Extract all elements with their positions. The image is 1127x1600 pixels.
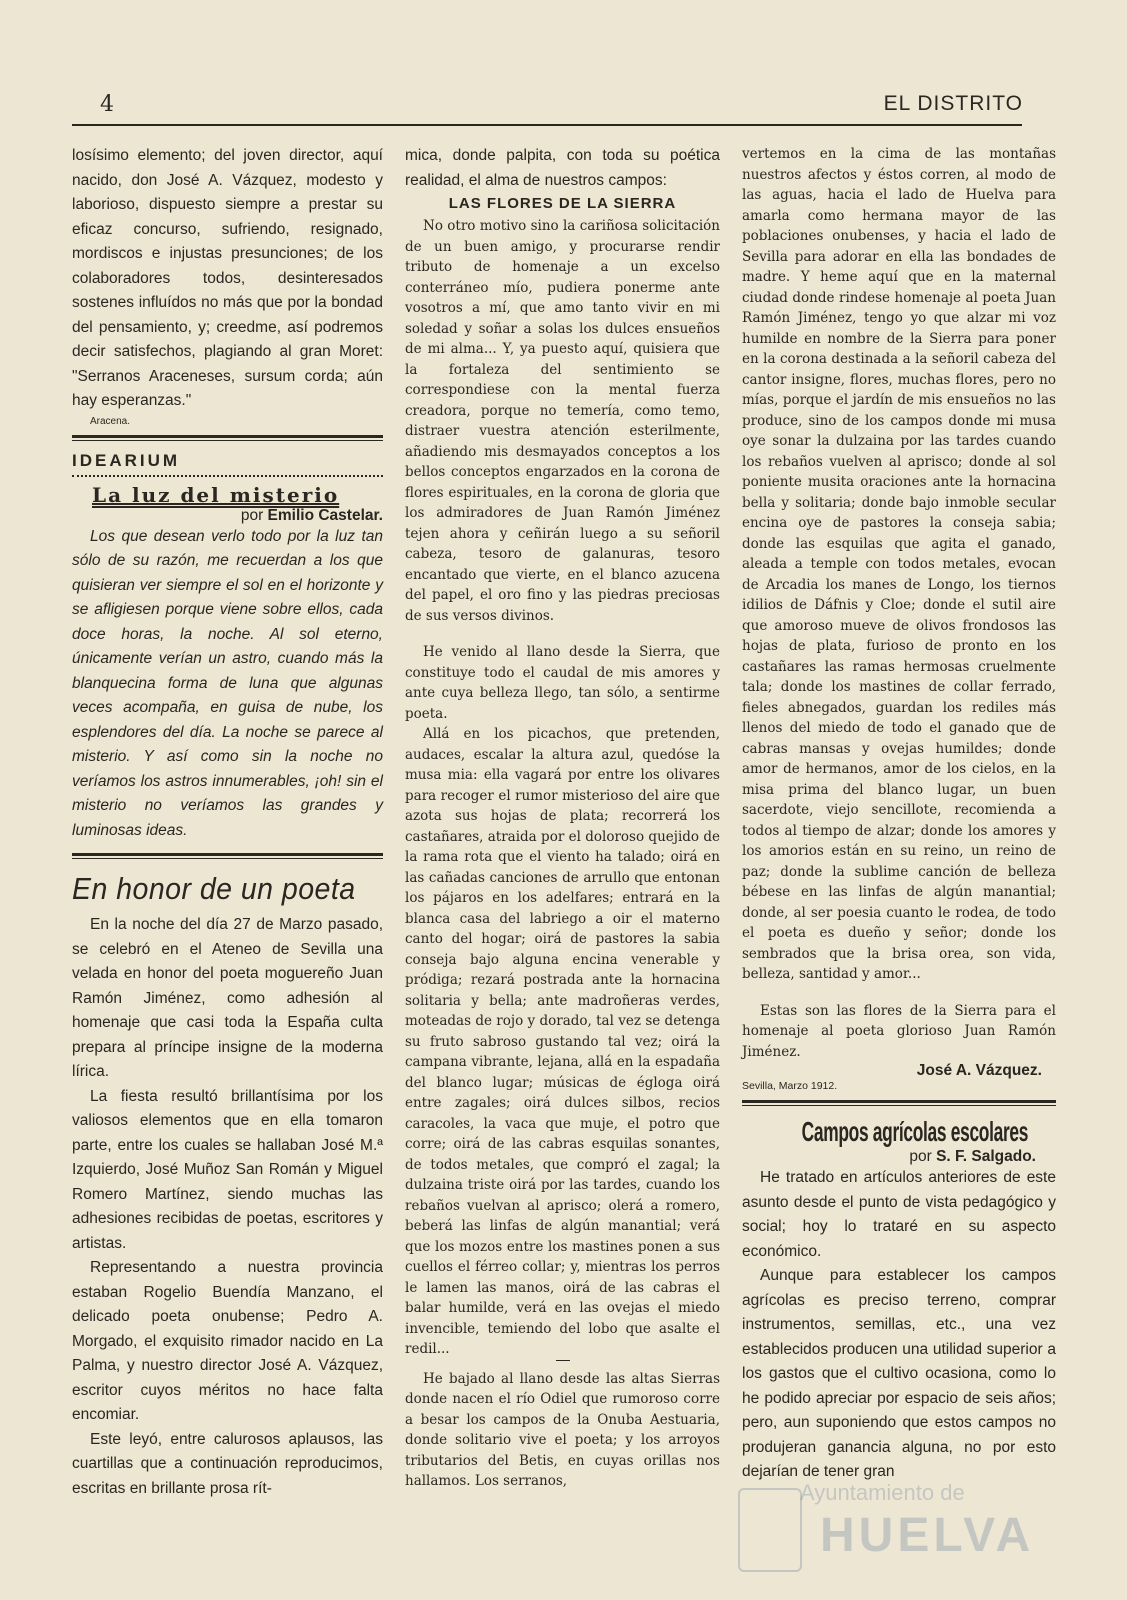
byline-author: Emilio Castelar. — [267, 506, 383, 524]
paragraph-gap — [405, 626, 720, 642]
idearium-byline — [72, 507, 383, 525]
paragraph-gap — [742, 985, 1056, 1001]
honor-paragraph: Este leyó, entre calurosos aplausos, las cuartillas que a continuación reproducimos, escritas en brillante prosa rít- — [72, 1430, 383, 1497]
flores-paragraph: No otro motivo sino la cariñosa solicitación de un buen amigo, y procurarse rendir tributo de homenaje a un excelso conterráneo mío, pudiera ponerme ante vosotros a mí, que amo tanto vivir en mi soledad y soñar a solas los dulces ensueños de mi alma... Y, ya puesto aquí, quisiera que la fortaleza del sentimiento se correspondiese con la mental fuerza creadora, porque no temería, como temo, distraer vuestra atención esterilmente, añadiendo mis desmayados conceptos a los bellos conceptos engarzados en la corona de flores espirituales, en la corona de gloria que los admiradores de Juan Ramón Jiménez tejen ahora y ceñirán luego a su señoril cabeza, tesoro de galanuras, tesoro encantado que vierte, en el blanco azucena del papel, el oro fino y las piedras preciosas de sus versos divinos. — [405, 218, 720, 624]
flores-paragraph: He bajado al llano desde las altas Sierras donde nacen el río Odiel que rumoroso corre a besar los campos de la Onuba Aestuaria, donde solitario vive el poeta; y los arroyos tributarios del Betis, en cuyas orillas nos hallamos. Los serranos, — [405, 1370, 720, 1489]
column-2 — [405, 144, 720, 1492]
page-number: 4 — [100, 92, 114, 117]
dateline: Sevilla, Marzo 1912. — [742, 1080, 838, 1092]
honor-paragraph: En la noche del día 27 de Marzo pasado, se celebró en el Ateneo de Sevilla una velada en honor del poeta moguereño Juan Ramón Jiménez, como adhesión al homenaje que casi toda la España culta prepara al príncipe insigne de la moderna lírica. — [72, 916, 383, 1080]
campos-title: Campos agrícolas escolares — [801, 1116, 1029, 1147]
column-3 — [742, 144, 1056, 1485]
honor-title: En honor de un poeta — [72, 871, 356, 906]
honor-paragraph: Representando a nuestra provincia estaban Rogelio Buendía Manzano, el delicado poeta onubense; Pedro A. Morgado, el exquisito rimador nacido en La Palma, y nuestro director José A. Vázquez, escritor cuyos méritos no hace falta encomiar. — [72, 1259, 383, 1423]
short-separator — [556, 1360, 570, 1361]
intro-place: Aracena. — [90, 415, 131, 427]
idearium-body: Los que desean verlo todo por la luz tan sólo de su razón, me recuerdan a los que quisieran ver siempre el sol en el horizonte y se afligiesen porque viene sobre ellos, cada doce horas, la noche. Al sol eterno, únicamente verían un astro, cuando más la blanquecina forma de luna que algunas veces acompaña, en guisa de nube, los esplendores del día. La noche se parece al misterio. Y así como sin la noche no veríamos los astros innumerables, ¡oh! sin el misterio no veríamos las grandes y luminosas ideas. — [72, 527, 383, 839]
flores-closing: Estas son las flores de la Sierra para el homenaje al poeta glorioso Juan Ramón Jiménez. — [742, 1002, 1056, 1060]
flores-continued: vertemos en la cima de las montañas nuestros afectos y éstos corren, al modo de las aguas, hacia el lado de Huelva para amarla como hermana mayor de las poblaciones onubenses, y hacia el lado de Sevilla para adorar en ella las bondades de madre. Y heme aquí que en la maternal ciudad donde rindese homenaje al poeta Juan Ramón Jiménez, tengo yo que alzar mi voz humilde en nombre de la Sierra para poner en la corona destinada a la señoril cabeza del cantor insigne, flores, muchas flores, pero no mías, porque el jardín de mis ensueños no las produce, sino de los campos donde mi musa oye sonar la dulzaina por las tardes cuando los rebaños vuelven al aprisco; donde al sol poniente musita oraciones ante la hornacina bella y solitaria; donde bajo inmoble secular encina oye de pastores la conseja sabia; donde las esquilas que agita el ganado, aleada a temple con todos metales, evocan de Arcadia los manes de Longo, los tiernos idilios de Dáfnis y Cloe; donde el sutil aire que amoroso mueve de olivos frondosos las hojas de plata, furioso de pronto en los castañares las ramas hermosas cruelmente tala; donde los mastines de collar ferrado, fieles abnegados, guardan los rediles más llenos del miedo de todo el ganado que de cabras mansas y ovejas humildes; donde amor de hermanos, amor de los cielos, en la misa prima del blanco lugar, un buen sacerdote, viejo sencillote, recomienda a todos al tiempo de alzar; donde los amores y los amorios están en su reino, un reino de paz; donde la sublime canción de belleza bébese en las linfas de algún manantial; donde, al ser poesia cuanto le rodea, de todo el poeta es dueño y señor; donde los sembrados que la brisa orea, son vida, belleza, santidad y amor... — [742, 146, 1056, 982]
byline-prefix: por — [240, 506, 264, 524]
flores-subhead: LAS FLORES DE LA SIERRA — [448, 195, 677, 212]
byline-prefix: por — [909, 1148, 932, 1165]
honor-paragraph: La fiesta resultó brillantísima por los valiosos elementos que en ella tomaron parte, entre los cuales se hallaban José M.ª Izquierdo, José Muñoz San Román y Miguel Romero Martínez, siendo muchas las adhesiones recibidas de poetas, escritores y artistas. — [72, 1087, 383, 1252]
campos-byline — [742, 1148, 1036, 1166]
watermark-line2: HUELVA — [820, 1509, 1035, 1562]
idearium-title: La luz del misterio — [92, 482, 340, 507]
masthead: EL DISTRITO — [883, 92, 1023, 115]
flores-paragraph: He venido al llano desde la Sierra, que constituye todo el caudal de mis amores y ante cuya belleza llego, tan sólo, a sentirme poeta. — [405, 644, 720, 722]
intro-paragraph: losísimo elemento; del joven director, aquí nacido, don José A. Vázquez, modesto y laborioso, dispuesto siempre a prestar su eficaz concurso, sufriendo, resignado, mordiscos e injustas presunciones; de los colaboradores todos, desinteresados sostenes influídos no más que por la bondad del pensamiento, y; creedme, así podremos decir satisfechos, plagiando al gran Moret: "Serranos Araceneses, sursum corda; aún hay esperanzas." — [72, 147, 383, 409]
signature: José A. Vázquez. — [916, 1062, 1042, 1079]
section-rule — [742, 1100, 1056, 1103]
section-rule-thin — [742, 1105, 1056, 1106]
column-1 — [72, 144, 383, 1501]
campos-paragraph: He tratado en artículos anteriores de este asunto desde el punto de vista pedagógico y social; hoy lo trataré en su aspecto económico. — [742, 1169, 1056, 1260]
city-seal-icon — [738, 1488, 802, 1572]
byline-author: S. F. Salgado. — [936, 1148, 1036, 1165]
header-rule — [72, 124, 1022, 126]
campos-paragraph: Aunque para establecer los campos agrícolas es preciso terreno, comprar instrumentos, semillas, etc., una vez establecidos producen una utilidad superior a los gastos que el cultivo ocasiona, como lo he podido apreciar por espacio de seis años; pero, aun suponiendo que estos campos no produjeran ganancia alguna, no por esto dejarían de tener gran — [742, 1267, 1056, 1480]
section-rule — [72, 853, 383, 856]
idearium-heading: IDEARIUM — [72, 450, 181, 470]
watermark-line1: Ayuntamiento de — [800, 1480, 965, 1505]
flores-paragraph: Allá en los picachos, que pretenden, audaces, escalar la altura azul, quedóse la musa mia: ella vagará por entre los olivares para recoger el rumor misterioso del aire que azota sus hojas de plata; recorrerá los castañares, atraida por el doloroso quejido de la rama rota que el viento ha talado; oirá en las cañadas canciones de arrullo que entonan los pájaros en los adelfares; entrará en la blanca casa del labriego a oir el materno canto del hogar; oirá de pastores la sabia conseja bajo alguna encina venerable y pródiga; rezará postrada ante la hornacina solitaria y bella; ante madroñeras verdes, moteadas de rojo y dorado, tal vez se detenga su fruto sabroso gustando tal vez; oirá la campana vibrante, lejana, allá en la espadaña del blanco lugar; músicas de égloga oirá entre zagales; oirá dulces silbos, recios caracoles, la vaca que muje, el potro que corre; oirá de las cabras esquilas sonantes, de todos metales, que compró el zagal; la dulzaina triste oirá por las tardes, cuando los rebaños vuelvan al aprisco; olerá a romero, beberá las linfas de algún manantial; verá que los mozos entre los mastines ponen a sus cuellos el férreo collar; y, mientras los perros le lamen las manos, oirá de las cabras el balar humilde, verá en las ovejas el miedo invencible, temiendo del lobo que asalte el redil... — [405, 726, 720, 1357]
flores-lead: mica, donde palpita, con toda su poética realidad, el alma de nuestros campos: — [405, 147, 720, 189]
section-rule-thin — [72, 858, 383, 859]
section-rule — [72, 435, 383, 438]
section-rule-thin — [72, 440, 383, 441]
dotted-rule — [72, 475, 383, 477]
